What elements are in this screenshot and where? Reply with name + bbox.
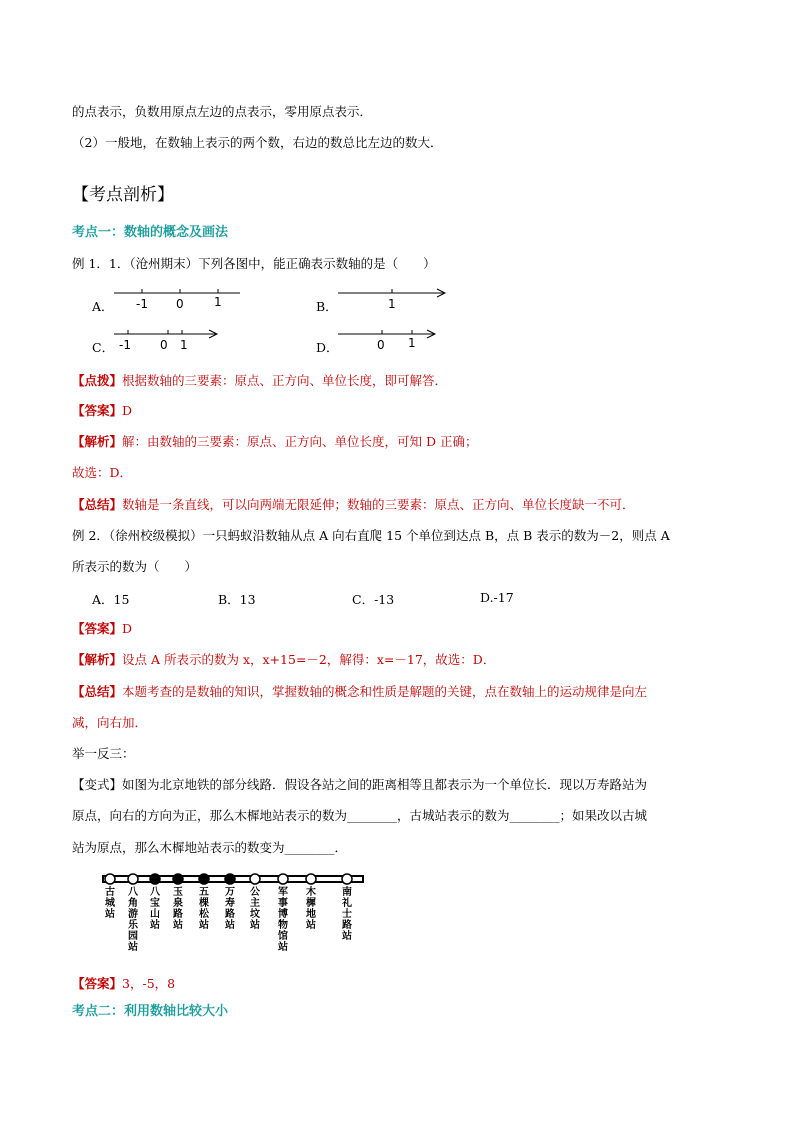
station-label: 五棵松站 [199, 887, 209, 931]
option-a-tick-1: 1 [214, 295, 222, 309]
subway-line-diagram [98, 868, 373, 960]
example-1-conclusion: 故选：D． [72, 465, 133, 480]
option-c-label: C． [92, 340, 115, 355]
intro-line-1: 的点表示，负数用原点左边的点表示，零用原点表示． [72, 104, 373, 119]
station-label: 八宝山站 [150, 887, 160, 931]
variant-line-3: 站为原点，那么木樨地站表示的数变为________． [72, 840, 348, 855]
section-heading: 【考点剖析】 [72, 185, 174, 205]
example-1-analysis: 【解析】解：由数轴的三要素：原点、正方向、单位长度，可知 D 正确； [72, 434, 478, 449]
intro-line-2: （2）一般地，在数轴上表示的两个数，右边的数总比左边的数大． [72, 135, 443, 150]
station-marker [250, 874, 260, 884]
example-1-question: 例 1．1．（沧州期末）下列各图中，能正确表示数轴的是（ ） [72, 256, 436, 271]
example-2-option-b: B．13 [218, 592, 256, 607]
example-2-question-line-2: 所表示的数为（ ） [72, 559, 198, 574]
example-2-answer: 【答案】D [72, 621, 133, 636]
option-c-tick-1: 1 [180, 338, 188, 352]
station-label: 八角游乐园站 [128, 887, 138, 953]
variant-line-1: 【变式】如图为北京地铁的部分线路．假设各站之间的距离相等且都表示为一个单位长．现以万寿路站为 [72, 777, 648, 792]
option-d-number-line [334, 326, 444, 354]
station-marker [342, 874, 352, 884]
variant-answer: 【答案】3，-5，8 [72, 976, 176, 991]
station-label: 木樨地站 [306, 887, 316, 931]
example-2-summary-line-2: 减，向右加． [72, 715, 148, 730]
station-label: 万寿路站 [225, 887, 235, 931]
option-a-number-line [110, 285, 250, 313]
option-b-number-line [334, 285, 454, 313]
station-label: 玉泉路站 [173, 887, 183, 931]
station-marker [128, 874, 138, 884]
station-marker [105, 874, 115, 884]
option-a-label: A． [92, 299, 114, 314]
example-2-question-line-1: 例 2．（徐州校级模拟）一只蚂蚁沿数轴从点 A 向右直爬 15 个单位到达点 B，点 B 表示的数为－2，则点 A [72, 528, 670, 543]
station-label: 古城站 [105, 887, 115, 920]
example-1-answer: 【答案】D [72, 403, 133, 418]
option-d-tick-1: 1 [408, 336, 416, 350]
station-marker [173, 874, 183, 884]
station-label: 南礼士路站 [342, 887, 352, 942]
option-d-label: D． [316, 340, 339, 355]
option-a-tick-0: 0 [176, 297, 184, 311]
option-d-tick-0: 0 [377, 338, 385, 352]
practice-title: 举一反三： [72, 746, 135, 761]
example-2-summary-line-1: 【总结】本题考查的是数轴的知识，掌握数轴的概念和性质是解题的关键，点在数轴上的运动规律是向左 [72, 684, 648, 699]
example-2-option-d: D.-17 [480, 590, 514, 605]
station-marker [306, 874, 316, 884]
station-marker [150, 874, 160, 884]
option-b-label: B． [316, 299, 338, 314]
option-a-tick-neg1: -1 [136, 297, 148, 311]
topic-2-title: 考点二：利用数轴比较大小 [72, 1004, 229, 1019]
option-c-tick-0: 0 [160, 338, 168, 352]
example-2-analysis: 【解析】设点 A 所表示的数为 x，x+15=－2，解得：x=－17，故选：D． [72, 652, 496, 667]
topic-1-title: 考点一：数轴的概念及画法 [72, 225, 229, 240]
example-2-option-a: A．15 [92, 592, 130, 607]
station-marker [225, 874, 235, 884]
station-label: 军事博物馆站 [278, 887, 288, 953]
variant-line-2: 原点，向右的方向为正，那么木樨地站表示的数为________，古城站表示的数为________；如果改以古城 [72, 808, 648, 823]
station-marker [199, 874, 209, 884]
option-b-tick-1: 1 [388, 297, 396, 311]
station-marker [278, 874, 288, 884]
station-label: 公主坟站 [250, 887, 260, 931]
option-c-tick-neg1: -1 [119, 338, 131, 352]
example-1-hint: 【点拨】根据数轴的三要素：原点、正方向、单位长度，即可解答． [72, 373, 448, 388]
example-2-option-c: C．-13 [352, 592, 395, 607]
example-1-summary: 【总结】数轴是一条直线，可以向两端无限延伸；数轴的三要素：原点、正方向、单位长度缺一不可． [72, 497, 635, 512]
option-c-number-line [110, 326, 230, 354]
